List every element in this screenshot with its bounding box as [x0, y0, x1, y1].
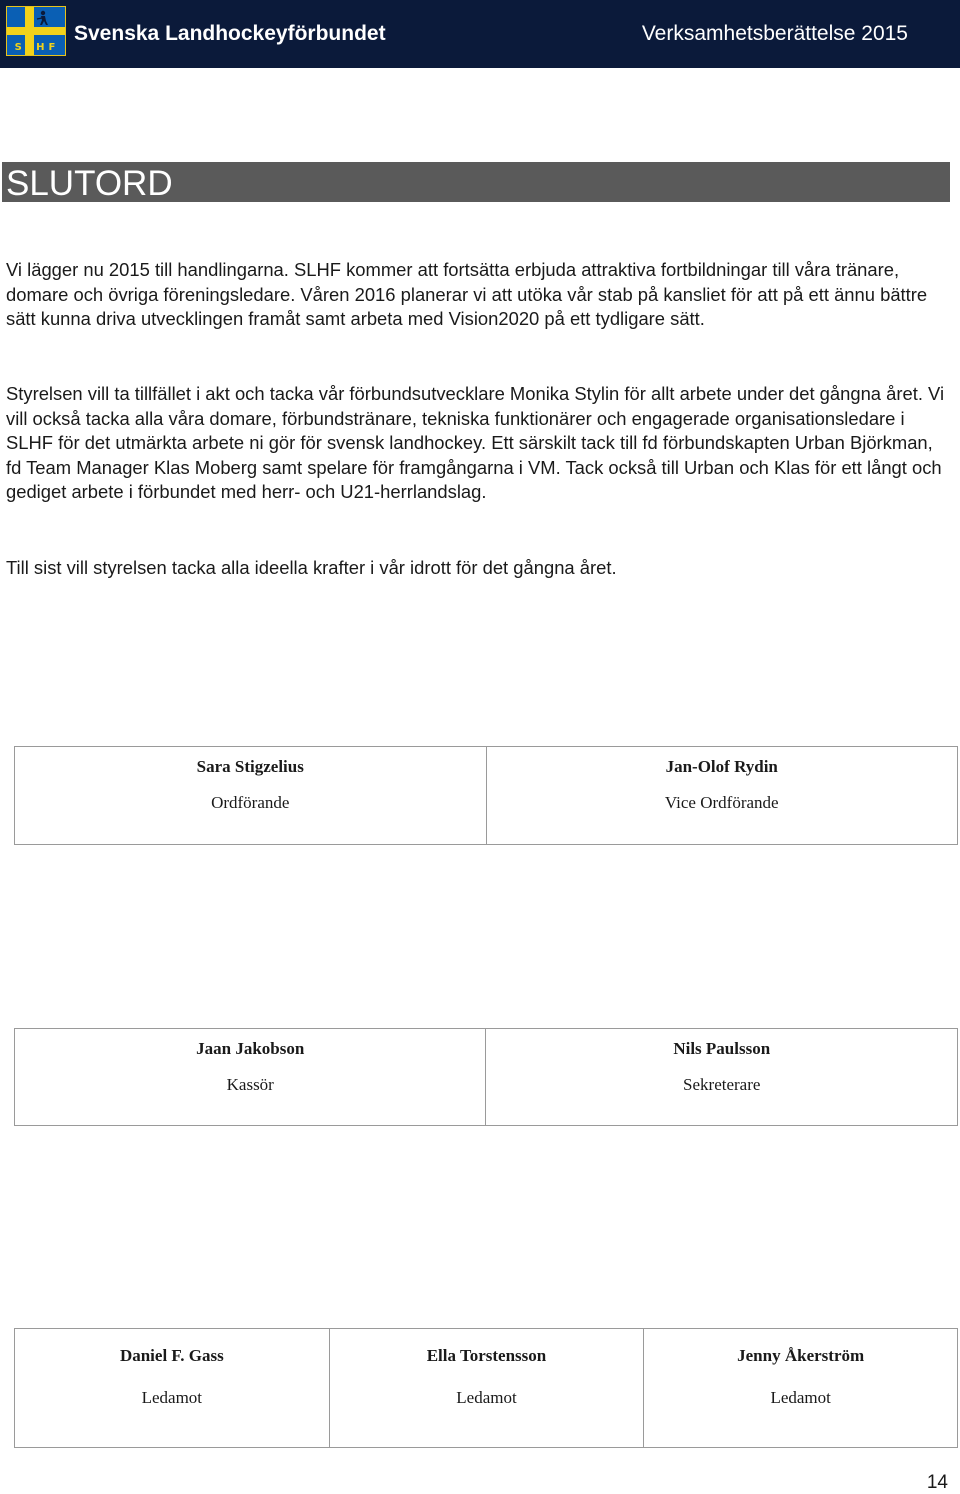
section-title: SLUTORD: [6, 164, 173, 203]
signature-cell: [15, 747, 487, 845]
slhf-logo-icon: [6, 6, 66, 56]
section-title-bar: [2, 162, 950, 202]
organization-name: Svenska Landhockeyförbundet: [74, 22, 386, 45]
signature-cell: [486, 747, 958, 845]
logo-text: SLHF: [14, 42, 60, 53]
paragraph-intro: Vi lägger nu 2015 till handlingarna. SLHF kommer att fortsätta erbjuda attraktiva fortbildningar till våra tränare, domare och övriga föreningsledare. Våren 2016 planerar vi att utöka vår stab på kansliet för att på ett ännu bättre sätt kunna driva utvecklingen framåt samt arbeta med Vision2020 på ett tydligare sätt.: [6, 259, 928, 329]
hockey-player-icon: [35, 10, 51, 26]
signatory-name: Sara Stigzelius: [196, 757, 304, 776]
report-title: Verksamhetsberättelse 2015: [641, 22, 908, 45]
paragraph-closing: Till sist vill styrelsen tacka alla ideella krafter i vår idrott för det gångna året.: [6, 557, 617, 578]
signatory-name: Daniel F. Gass: [119, 1346, 224, 1365]
page-header: [0, 0, 960, 68]
signatory-role: Ledamot: [141, 1388, 203, 1407]
signature-cell: [15, 1029, 486, 1126]
signature-cell: [486, 1029, 958, 1126]
signatory-name: Ella Torstensson: [426, 1346, 547, 1365]
signatory-name: Nils Paulsson: [673, 1039, 771, 1058]
page-number: 14: [926, 1472, 948, 1493]
signature-cell: [644, 1329, 958, 1448]
signatory-name: Jenny Åkerström: [737, 1346, 865, 1365]
signatory-role: Ledamot: [770, 1388, 831, 1407]
signature-table-members: [14, 1328, 958, 1448]
signatory-role: Kassör: [226, 1075, 274, 1094]
signature-table-chair: [14, 746, 958, 845]
paragraph-thanks: Styrelsen vill ta tillfället i akt och tacka vår förbundsutvecklare Monika Stylin för allt arbete under det gångna året. Vi vill också tacka alla våra domare, förbundstränare, tekniska funktionärer och engagerade organisationsledare i SLHF för det utmärkta arbete ni gör för svensk landhockey. Ett särskilt tack till fd förbundskapten Urban Björkman, fd Team Manager Klas Moberg samt spelare för framgångarna i VM. Tack också till Urban och Klas för ett långt och gediget arbete i förbundet med herr- och U21-herrlandslag.: [6, 383, 945, 502]
signatory-role: Sekreterare: [683, 1075, 761, 1094]
signatory-name: Jaan Jakobson: [196, 1039, 305, 1058]
signature-cell: [15, 1329, 330, 1448]
signatory-name: Jan-Olof Rydin: [665, 757, 778, 776]
signatory-role: Vice Ordförande: [664, 793, 779, 812]
signatory-role: Ledamot: [456, 1388, 517, 1407]
signature-cell: [329, 1329, 644, 1448]
signature-table-officers: [14, 1028, 958, 1126]
signatory-role: Ordförande: [211, 793, 290, 812]
